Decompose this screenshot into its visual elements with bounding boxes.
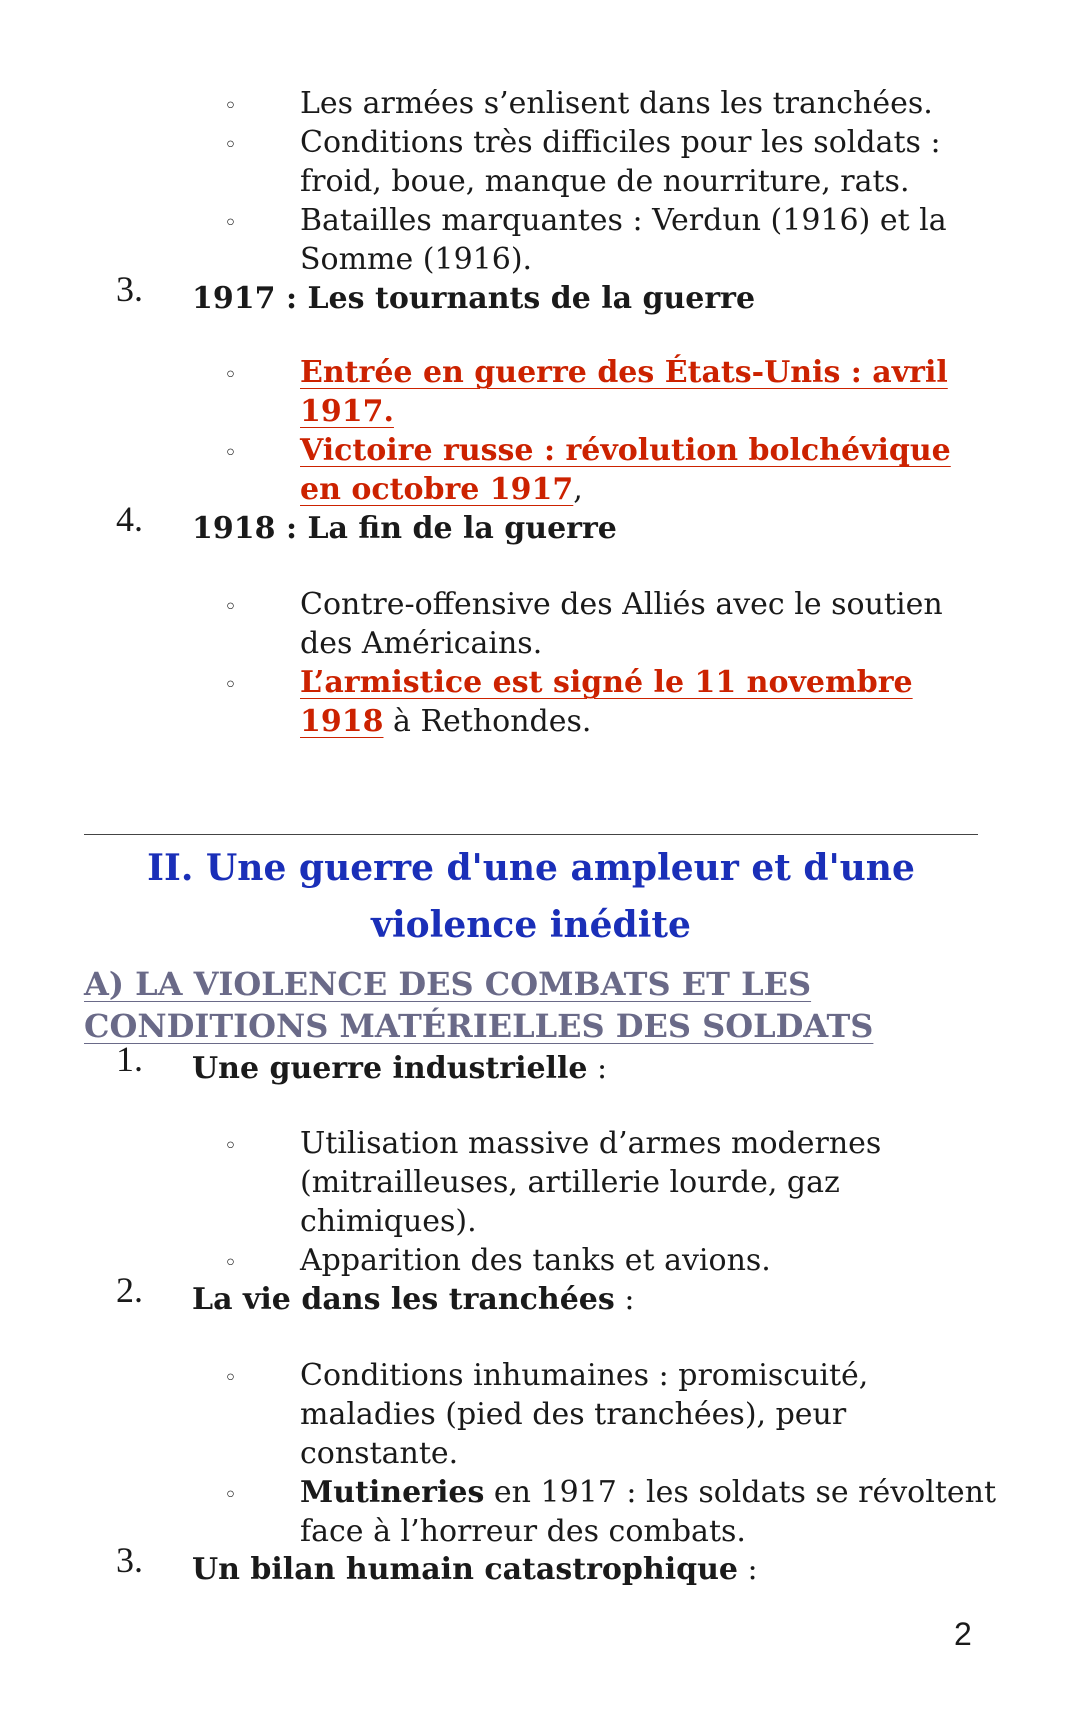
list-item: Utilisation massive d’armes modernes (mitrailleuses, artillerie lourde, gaz chimiques).: [300, 1126, 882, 1239]
heading-colon: :: [614, 1282, 635, 1317]
list-item: Conditions très difficiles pour les soldats : froid, boue, manque de nourriture, rats.: [300, 125, 941, 199]
heading-colon: :: [587, 1051, 608, 1086]
bullet-icon: ◦: [224, 363, 237, 388]
section-number: 3.: [116, 1540, 143, 1580]
list-item: [300, 663, 1000, 741]
section-heading-text: La vie dans les tranchées: [192, 1282, 615, 1317]
list-item: [300, 431, 1000, 509]
bullet-icon: ◦: [224, 441, 237, 466]
section-heading-text: Un bilan humain catastrophique: [192, 1552, 738, 1587]
section-divider: [84, 834, 978, 835]
list-item: Contre-offensive des Alliés avec le soutien des Américains.: [300, 587, 943, 661]
heading-colon: :: [737, 1552, 758, 1587]
part-title-line1: II. Une guerre d'une ampleur et d'une: [147, 847, 915, 889]
section-number: 2.: [116, 1270, 143, 1310]
list-item-rest: en 1917 : les soldats se révoltent face à l’horreur des combats.: [300, 1475, 997, 1549]
bullet-icon: ◦: [224, 133, 237, 158]
page-number: 2: [954, 1616, 972, 1652]
bullet-icon: ◦: [224, 1483, 237, 1508]
list-item: Apparition des tanks et avions.: [300, 1243, 771, 1278]
section-heading: 1918 : La fin de la guerre: [192, 511, 617, 546]
section-heading: [192, 1049, 607, 1088]
bullet-icon: ◦: [224, 94, 237, 119]
section-number: 4.: [116, 499, 143, 539]
subsection-title-line2: CONDITIONS MATÉRIELLES DES SOLDATS: [84, 1007, 874, 1045]
part-title-line2: violence inédite: [371, 904, 691, 946]
highlighted-text: Victoire russe : révolution bolchévique en octobre 1917: [300, 433, 951, 507]
list-item: [300, 1473, 1000, 1551]
section-number: 1.: [116, 1039, 143, 1079]
bullet-icon: ◦: [224, 1251, 237, 1276]
highlighted-item: Entrée en guerre des États-Unis : avril 1917.: [300, 355, 948, 429]
bullet-icon: ◦: [224, 211, 237, 236]
bullet-icon: ◦: [224, 673, 237, 698]
highlighted-text: L’armistice est signé le 11 novembre 1918: [300, 665, 913, 739]
list-item: Les armées s’enlisent dans les tranchées.: [300, 86, 933, 121]
bold-term: Mutineries: [300, 1475, 485, 1510]
section-number: 3.: [116, 269, 143, 309]
bullet-icon: ◦: [224, 595, 237, 620]
section-heading: 1917 : Les tournants de la guerre: [192, 281, 756, 316]
list-item-tail: à Rethondes.: [383, 704, 592, 739]
section-heading-text: Une guerre industrielle: [192, 1051, 588, 1086]
list-item: Batailles marquantes : Verdun (1916) et la Somme (1916).: [300, 203, 947, 277]
list-item: Conditions inhumaines : promiscuité, maladies (pied des tranchées), peur constante.: [300, 1358, 869, 1471]
subsection-title-line1: A) LA VIOLENCE DES COMBATS ET LES: [84, 965, 812, 1003]
bullet-icon: ◦: [224, 1134, 237, 1159]
list-item-tail: ,: [573, 472, 583, 507]
section-heading: [192, 1550, 758, 1589]
bullet-icon: ◦: [224, 1366, 237, 1391]
section-heading: [192, 1280, 634, 1319]
